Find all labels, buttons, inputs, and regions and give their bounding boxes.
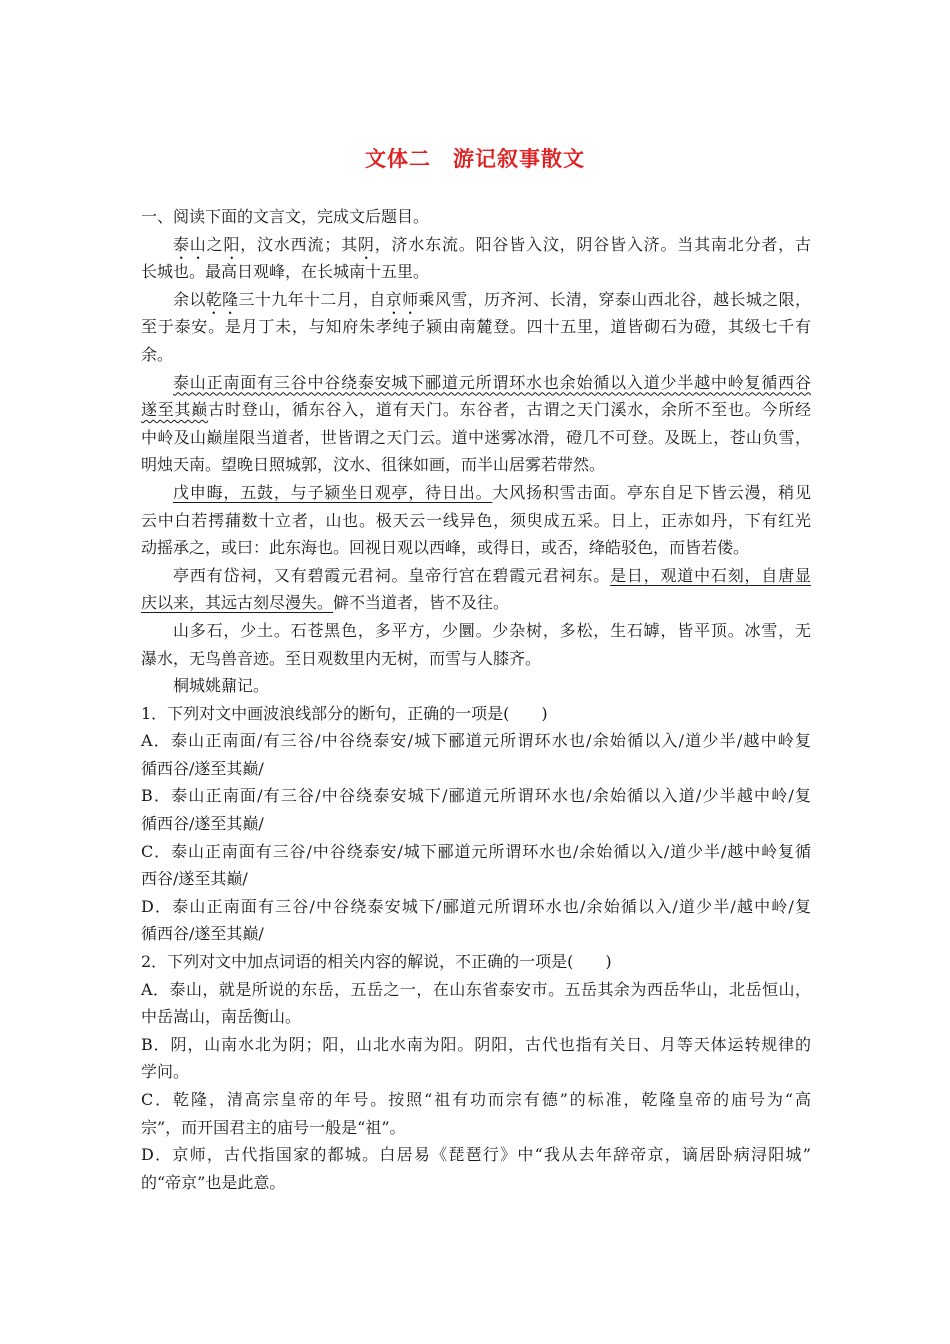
- option-line: B．阴，山南水北为阴；阳，山北水南为阳。阴阳，古代也指有关日、月等天体运转规律的: [141, 1034, 811, 1054]
- option-line: 宗”，而开国君主的庙号一般是“祖”。: [141, 1117, 406, 1137]
- dotted-word: 阴: [357, 234, 375, 254]
- text-line: 山多石，少土。石苍黑色，多平方，少圜。少杂树，多松，生石罅，皆平顶。冰雪，无: [173, 620, 811, 640]
- option-b: [141, 1031, 811, 1086]
- text-line: 云中白若摴蒱数十立者，山也。极天云一线异色，须臾成五采。日上，正赤如丹，下有红光: [141, 510, 811, 530]
- paragraph-3: [141, 369, 811, 479]
- text-line: 余以乾隆三十九年十二月，自京师乘风雪，历齐河、长清，穿泰山西北谷，越长城之限，: [173, 289, 811, 309]
- text-line: 遂至其巅古时登山，循东谷入，道有天门。东谷者，古谓之天门溪水，余所不至也。今所经: [141, 400, 811, 420]
- option-line: C．泰山正南面有三谷/中谷绕泰安/城下郦道元所谓环水也/余始循以入/道少半/越中岭复循: [141, 841, 811, 861]
- option-line: 循西谷/遂至其巅/: [141, 758, 264, 778]
- author-signature: 桐城姚鼐记。: [173, 676, 270, 696]
- option-line: D．泰山正南面有三谷/中谷绕泰安城下/郦道元所谓环水也/余始循以入/道少半/越中岭/复: [141, 896, 811, 916]
- text-line: 明烛天南。望晚日照城郭，汶水、徂徕如画，而半山居雾若带然。: [141, 455, 606, 475]
- text-line: 长城也。最高日观峰，在长城南十五里。: [141, 262, 430, 282]
- document-body: [141, 203, 811, 1196]
- option-line: 循西谷/遂至其巅/: [141, 924, 264, 944]
- option-line: D．京师，古代指国家的都城。白居易《琵琶行》中“我从去年辞帝京，谪居卧病浔阳城”: [141, 1145, 811, 1165]
- text-line: 至于泰安。是月丁未，与知府朱孝纯子颍由南麓登。四十五里，道皆砌石为磴，其级七千有: [141, 317, 811, 337]
- underlined-sentence: 戊申晦，五鼓，与子颍坐日观亭，待日出。: [173, 482, 493, 502]
- wavy-underlined-text: 泰山正南面有三谷中谷绕泰安城下郦道元所谓环水也余始循以入道少半越中岭复循西谷: [173, 372, 811, 392]
- text-line: 瀑水，无鸟兽音迹。至日观数里内无树，而雪与人膝齐。: [141, 648, 542, 668]
- text-line: 戊申晦，五鼓，与子颍坐日观亭，待日出。大风扬积雪击面。亭东自足下皆云漫，稍见: [173, 482, 811, 502]
- option-a: [141, 976, 811, 1031]
- option-c: [141, 838, 811, 893]
- page-title: 文体二 游记叙事散文: [365, 147, 585, 171]
- dotted-word: 乾隆: [205, 289, 239, 309]
- question-2: [141, 948, 811, 1196]
- option-a: [141, 727, 811, 782]
- option-line: 学问。: [141, 1062, 190, 1082]
- question-1: [141, 700, 811, 948]
- option-line: 循西谷/遂至其巅/: [141, 814, 264, 834]
- dotted-word: 京师: [385, 289, 419, 309]
- paragraph-1: [141, 231, 811, 286]
- text-line: 亭西有岱祠，又有碧霞元君祠。皇帝行宫在碧霞元君祠东。是日，观道中石刻，自唐显: [173, 565, 811, 585]
- option-line: A．泰山正南面/有三谷/中谷绕泰安/城下郦道元所谓环水也/余始循以入/道少半/越中岭复: [141, 731, 811, 751]
- paragraph-6: [141, 617, 811, 672]
- option-line: 的“帝京”也是此意。: [141, 1172, 286, 1192]
- dotted-word: 泰山: [173, 234, 207, 254]
- instructions: 一、阅读下面的文言文，完成文后题目。: [141, 207, 430, 226]
- option-line: 西谷/遂至其巅/: [141, 869, 248, 889]
- text-line: 中岭及山巅崖限当道者，世皆谓之天门云。道中迷雾冰滑，磴几不可登。及既上，苍山负雪，: [141, 427, 811, 447]
- paragraph-5: [141, 562, 811, 617]
- question-stem: 1．下列对文中画波浪线部分的断句，正确的一项是( ): [141, 703, 548, 723]
- option-line: A．泰山，就是所说的东岳，五岳之一，在山东省泰安市。五岳其余为西岳华山，北岳恒山，: [141, 979, 811, 999]
- option-line: C．乾隆，清高宗皇帝的年号。按照“祖有功而宗有德”的标准，乾隆皇帝的庙号为“高: [141, 1090, 811, 1109]
- wavy-underlined-text: 遂至其巅: [141, 400, 209, 420]
- paragraph-2: [141, 286, 811, 369]
- option-c: [141, 1086, 811, 1141]
- text-line: 庆以来，其远古刻尽漫失。僻不当道者，皆不及往。: [141, 593, 510, 613]
- text-line: [141, 369, 811, 397]
- text-line: 余。: [141, 344, 174, 364]
- option-d: [141, 893, 811, 948]
- underlined-sentence: 是日，观道中石刻，自唐显: [610, 565, 811, 585]
- paragraph-4: [141, 479, 811, 562]
- option-line: 中岳嵩山，南岳衡山。: [141, 1007, 302, 1027]
- option-line: B．泰山正南面/有三谷/中谷绕泰安城下/郦道元所谓环水也/余始循以入道/少半越中岭/复: [141, 786, 811, 806]
- text-line: 泰山之阳，汶水西流；其阴，济水东流。阳谷皆入汶，阴谷皆入济。当其南北分者，古: [173, 234, 811, 254]
- option-d: [141, 1141, 811, 1196]
- option-b: [141, 782, 811, 837]
- question-stem: 2．下列对文中加点词语的相关内容的解说，不正确的一项是( ): [141, 952, 612, 972]
- dotted-word: 阳: [223, 234, 241, 254]
- text-line: 动摇承之，或曰：此东海也。回视日观以西峰，或得日，或否，绛皓驳色，而皆若偻。: [141, 538, 750, 558]
- underlined-sentence: 庆以来，其远古刻尽漫失。: [141, 593, 334, 613]
